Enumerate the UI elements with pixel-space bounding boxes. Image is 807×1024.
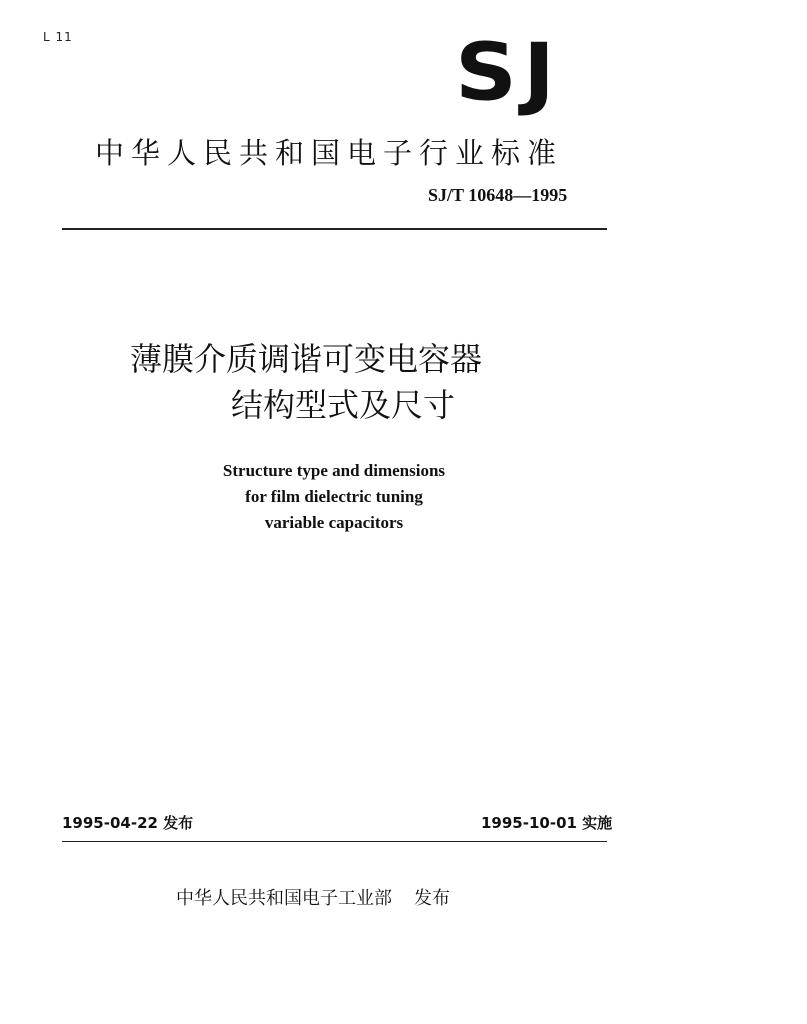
standard-number: SJ/T 10648—1995 [428,185,568,205]
implementation-date: 1995-10-01 实施 [481,814,613,832]
english-title [200,458,468,536]
header-divider [62,228,607,230]
publisher-line [176,884,450,910]
chinese-title [130,336,482,428]
publisher-name: 中华人民共和国电子工业部 [176,888,392,909]
chinese-title-line-2: 结构型式及尺寸 [231,386,456,424]
chinese-title-line-1: 薄膜介质调谐可变电容器 [130,340,483,378]
standard-category: 中华人民共和国电子行业标准 [95,136,564,170]
sj-logo: SJ [455,26,561,119]
english-title-line-2: for film dielectric tuning [245,487,423,506]
publish-action: 发布 [414,888,450,909]
english-title-line-1: Structure type and dimensions [222,461,446,480]
footer-divider [62,841,607,842]
classification-code: L 11 [43,30,73,44]
issue-date: 1995-04-22 发布 [62,814,194,832]
english-title-line-3: variable capacitors [264,513,404,532]
